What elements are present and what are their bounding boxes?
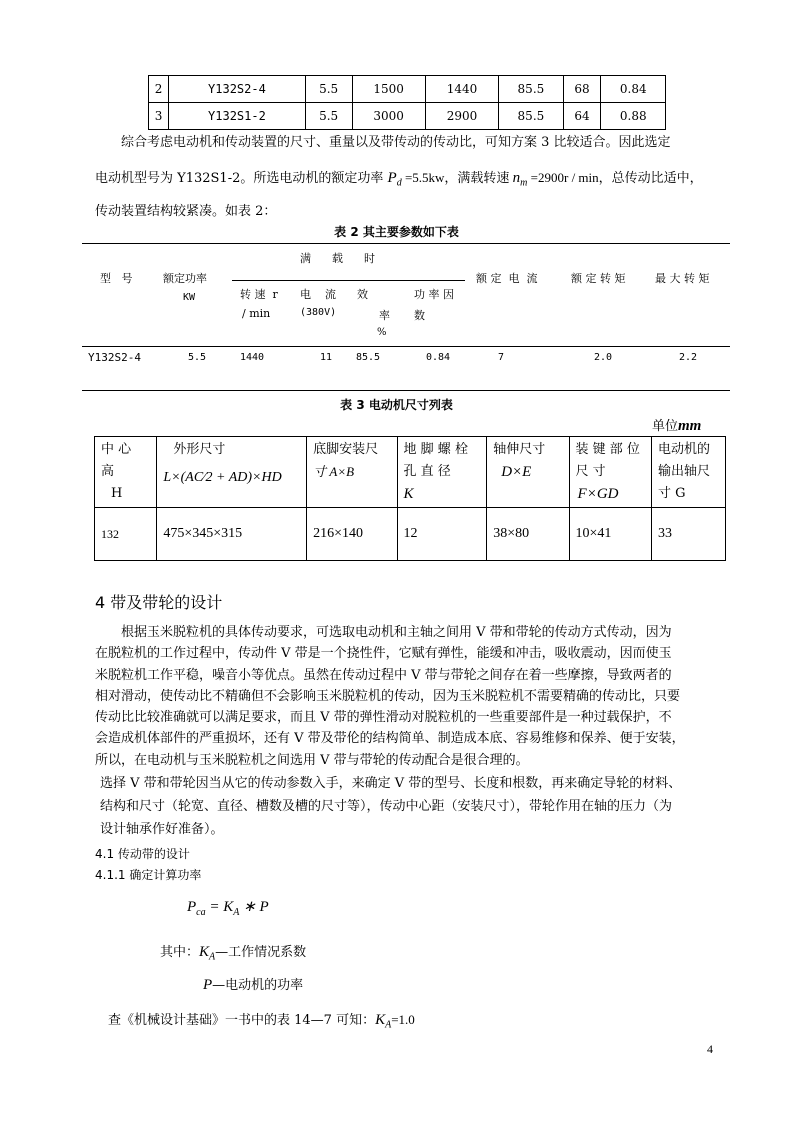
table-cell: 475×345×315 [157, 508, 307, 561]
table-cell: 85.5 [499, 76, 563, 103]
t2-h-current: 电 流 [300, 288, 336, 301]
paragraph-line: 选择 V 带和带轮因当从它的传动参数入手，来确定 V 带的型号、长度和根数，再来确定导轮的材料、 [100, 776, 682, 791]
subsection-title: 4.1 传动带的设计 [95, 847, 190, 861]
paragraph-line: 结构和尺寸（轮宽、直径、槽数及槽的尺寸等），传动中心距（安装尺寸），带轮作用在轴的压力（为 [100, 799, 673, 814]
where-ka: 其中：$K_A—$工作情况系数 [160, 944, 307, 963]
table-cell: Y132S2-4 [169, 76, 306, 103]
table-cell: 68 [563, 76, 601, 103]
t2-cell-eff: 85.5 [356, 352, 381, 363]
table2-top-rule [82, 243, 730, 244]
motor-dimension-table [94, 436, 726, 561]
t2-cell-rated-current: 7 [498, 352, 505, 363]
t2-h-rated-torque: 额 定 转 矩 [571, 272, 626, 285]
table-cell: 5.5 [305, 103, 352, 130]
table-cell: 38×80 [487, 508, 569, 561]
page-number: 4 [707, 1042, 713, 1056]
t2-cell-rated-torque: 2.0 [594, 352, 613, 363]
t2-cell-speed: 1440 [240, 352, 265, 363]
table2-bottom-rule [82, 390, 730, 391]
table-cell: 85.5 [499, 103, 563, 130]
paragraph-line: 米脱粒机工作平稳，噪音小等优点。虽然在传动过程中 V 带与带轮之间存在着一些摩擦，导致两者的 [95, 667, 672, 683]
table-row [149, 76, 666, 103]
t2-h-speed-unit: / min [242, 307, 271, 320]
table-cell: 10×41 [569, 508, 651, 561]
table-cell: 1440 [425, 76, 498, 103]
table-cell: 0.84 [601, 76, 666, 103]
t2-h-current-unit: (380V) [300, 307, 337, 318]
t3-h-bolt: 地 脚 螺 栓 孔 直 径 K [397, 437, 487, 508]
t2-h-pf2: 数 [414, 309, 425, 322]
table-cell: 1500 [352, 76, 425, 103]
selection-paragraph-line2: 电动机型号为 Y132S1-2。所选电动机的额定功率 $P_d =5.5kw$，满载转速 $n_m =2900r / \min$，总传动比适中， [95, 170, 703, 189]
lookup-line: 查《机械设计基础》一书中的表 14—7 可知：$K_A=1.0$ [108, 1012, 415, 1031]
section-title: 4 带及带轮的设计 [95, 593, 223, 612]
where-p: P—电动机的功率 [203, 977, 304, 993]
t2-h-full-load: 满 载 时 [300, 252, 375, 265]
t2-h-max-torque: 最 大 转 矩 [655, 272, 710, 285]
table3-unit: 单位mm [652, 418, 702, 434]
t2-h-power-unit: KW [183, 292, 196, 303]
table-cell: 3000 [352, 103, 425, 130]
table-cell: 132 [95, 508, 157, 561]
table-cell: 0.88 [601, 103, 666, 130]
table2-group-rule [232, 280, 465, 281]
table2-header-rule [82, 346, 730, 347]
t2-cell-power: 5.5 [188, 352, 207, 363]
paragraph-line: 根据玉米脱粒机的具体传动要求，可选取电动机和主轴之间用 V 带和带轮的传动方式传动，因为 [121, 625, 672, 640]
paragraph-line: 会造成机体部件的严重损坏，还有 V 带及带伦的结构简单、制造成本底、容易维修和保养、便于安装， [95, 731, 685, 747]
t2-h-eff-unit: % [377, 327, 387, 338]
table-cell: 12 [397, 508, 487, 561]
table2-caption: 表 2 其主要参数如下表 [334, 225, 459, 239]
power-formula: $P_{ca} = K_A$ ∗ P [187, 899, 269, 918]
t2-h-speed: 转 速 r [240, 288, 278, 301]
paragraph-line: 传动比比较准确就可以满足要求，而且 V 带的弹性滑动对脱粒机的一些重要部件是一种过载保护，不 [95, 710, 672, 726]
paragraph-line: 在脱粒机的工作过程中，传动件 V 带是一个挠性件，它赋有弹性，能缓和冲击，吸收震动，因而使玉 [95, 646, 672, 662]
table-cell: 33 [651, 508, 725, 561]
paragraph-line: 相对滑动，使传动比不精确但不会影响玉米脱粒机的传动，因为玉米脱粒机不需要精确的传动比，只要 [95, 688, 681, 704]
t2-cell-pf: 0.84 [426, 352, 451, 363]
t3-h-outline: 外形尺寸 L×(AC⁄2 + AD)×HD [157, 437, 307, 508]
paragraph-line: 所以，在电动机与玉米脱粒机之间选用 V 带与带轮的传动配合是很合理的。 [95, 752, 529, 768]
t2-h-power: 额定功率 [163, 272, 207, 285]
table-cell: 5.5 [305, 76, 352, 103]
table-cell: 2 [149, 76, 169, 103]
table-cell: 2900 [425, 103, 498, 130]
t2-cell-current: 11 [320, 352, 333, 363]
t2-h-pf: 功 率 因 [414, 288, 454, 301]
t3-h-shaft: 轴伸尺寸 D×E [487, 437, 569, 508]
t3-h-foot: 底脚安装尺 寸 A×B [307, 437, 397, 508]
section-paragraph-1 [95, 622, 735, 771]
t2-cell-max-torque: 2.2 [679, 352, 698, 363]
t2-h-rated-current: 额 定 电 流 [476, 272, 538, 285]
t2-cell-model: Y132S2-4 [88, 351, 141, 364]
table-cell: 3 [149, 103, 169, 130]
table-cell: Y132S1-2 [169, 103, 306, 130]
t2-h-model: 型 号 [100, 272, 133, 285]
t2-h-eff: 效 [357, 288, 368, 301]
t2-h-eff2: 率 [379, 309, 390, 322]
t3-h-key: 装 键 部 位 尺 寸 F×GD [569, 437, 651, 508]
t3-h-center-height: 中 心 高 H [95, 437, 157, 508]
subsubsection-title: 4.1.1 确定计算功率 [95, 868, 202, 882]
table-cell: 64 [563, 103, 601, 130]
table-cell: 216×140 [307, 508, 397, 561]
table3-caption: 表 3 电动机尺寸列表 [340, 398, 453, 412]
paragraph-line: 设计轴承作好准备）。 [100, 822, 224, 837]
table-row [149, 103, 666, 130]
motor-options-table [148, 75, 666, 130]
selection-paragraph-line3: 传动装置结构较紧凑。如表 2： [95, 204, 277, 219]
section-paragraph-2 [100, 772, 740, 841]
selection-paragraph-line1: 综合考虑电动机和传动装置的尺寸、重量以及带传动的传动比，可知方案 3 比较适合。因此选定 [121, 135, 671, 150]
t3-h-output: 电动机的 输出轴尺 寸 G [651, 437, 725, 508]
